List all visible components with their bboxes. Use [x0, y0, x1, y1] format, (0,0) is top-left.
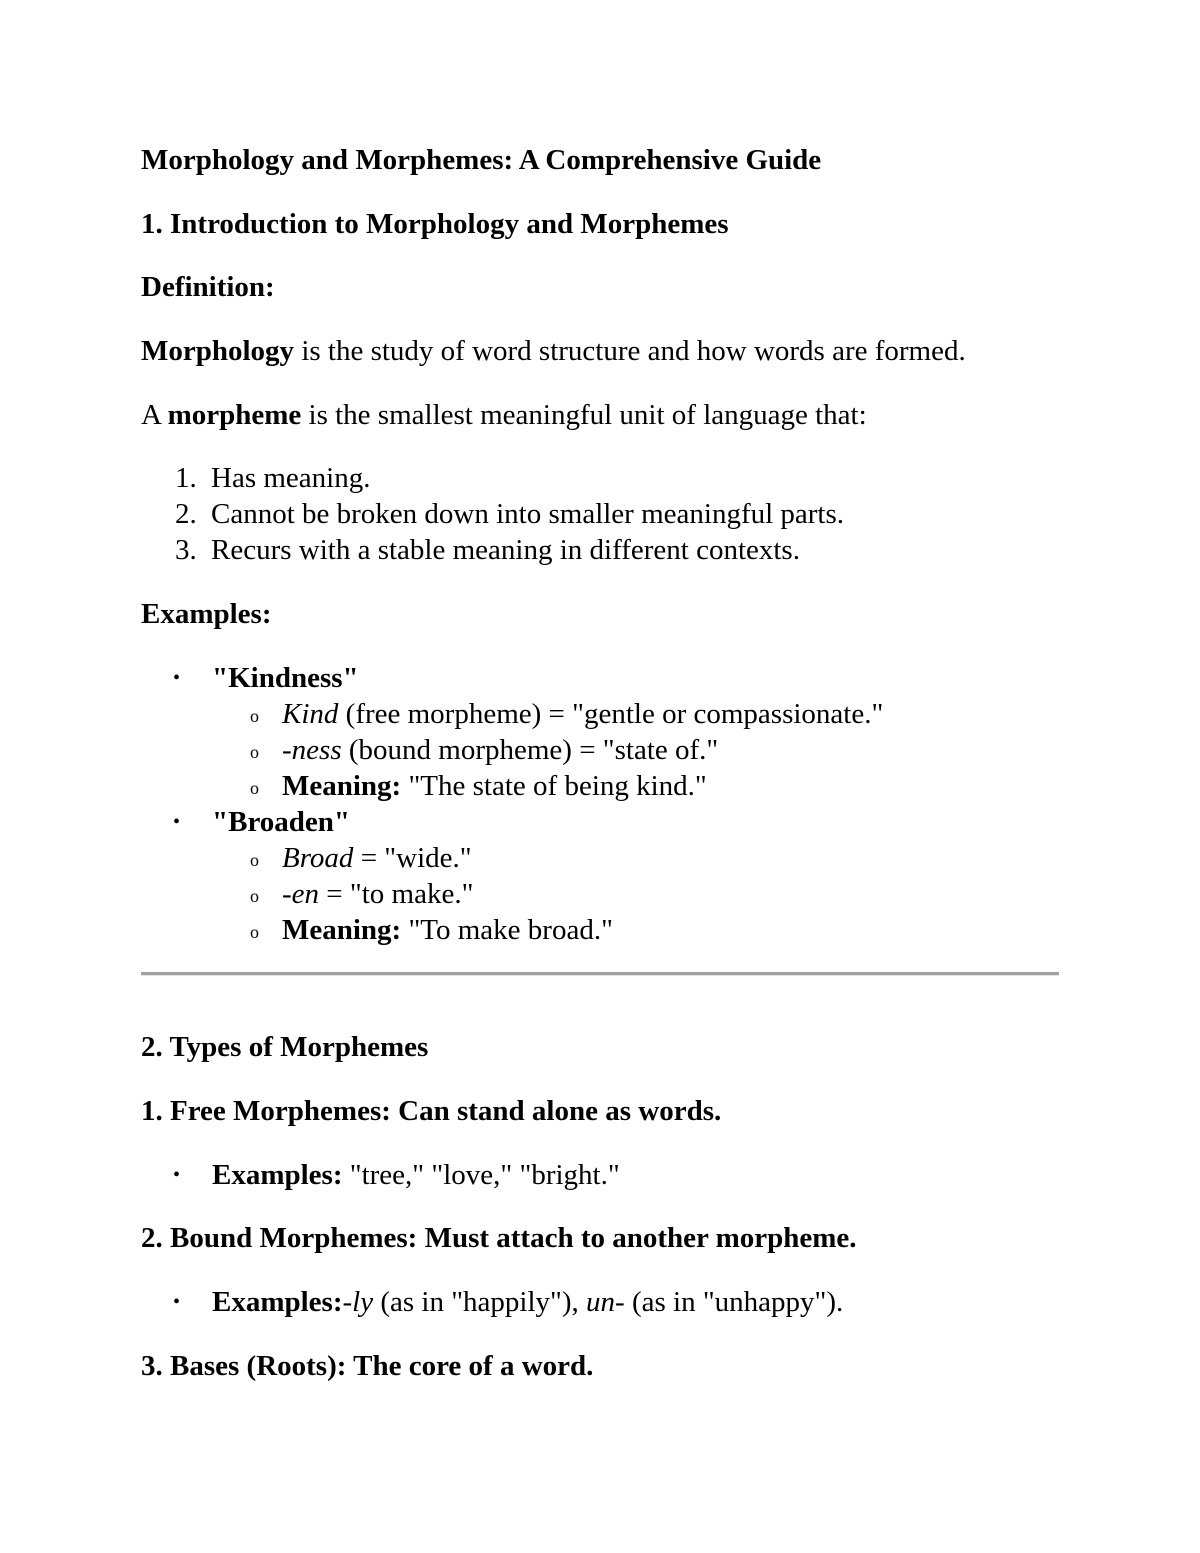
meaning-label: Meaning: [282, 770, 402, 802]
morpheme-part-term: Kind [282, 698, 339, 730]
bullet-icon: • [173, 1164, 181, 1186]
free-examples-text: "tree," "love," "bright." [342, 1159, 620, 1191]
example-word-kindness: "Kindness" [212, 662, 359, 694]
sub-bullet-icon: o [250, 922, 259, 942]
bound-example-text: (as in "unhappy"). [624, 1286, 844, 1318]
example-part [282, 840, 472, 876]
example-word-broaden: "Broaden" [212, 806, 351, 838]
morpheme-prefix: A [141, 399, 168, 431]
morphology-term: Morphology [141, 335, 295, 367]
criteria-item [175, 496, 844, 532]
criteria-text: Cannot be broken down into smaller meaningful parts. [211, 498, 845, 530]
bound-examples [212, 1284, 843, 1320]
sub-bullet-icon: o [250, 706, 259, 726]
bound-example-term: un- [586, 1286, 625, 1318]
morpheme-def-text: is the smallest meaningful unit of language that: [301, 399, 867, 431]
document-title: Morphology and Morphemes: A Comprehensive Guide [141, 144, 822, 176]
bullet-icon: • [173, 811, 181, 833]
criteria-item [175, 532, 800, 568]
example-meaning [282, 912, 613, 948]
criteria-number: 2. [175, 498, 197, 530]
meaning-text: "To make broad." [401, 914, 613, 946]
meaning-label: Meaning: [282, 914, 402, 946]
morpheme-part-desc: (free morpheme) = "gentle or compassionate." [338, 698, 884, 730]
sub-bullet-icon: o [250, 886, 259, 906]
sub-bullet-icon: o [250, 850, 259, 870]
criteria-item [175, 460, 370, 496]
bound-example-text: (as in "happily"), [373, 1286, 587, 1318]
bound-morphemes-heading: 2. Bound Morphemes: Must attach to another morpheme. [141, 1222, 857, 1254]
example-part [282, 696, 883, 732]
criteria-number: 3. [175, 534, 197, 566]
morpheme-part-desc: (bound morpheme) = "state of." [341, 734, 719, 766]
sub-bullet-icon: o [250, 742, 259, 762]
morpheme-definition [141, 397, 867, 433]
free-examples [212, 1157, 620, 1193]
morpheme-part-term: -en [282, 878, 320, 910]
bullet-icon: • [173, 667, 181, 689]
examples-label: Examples: [212, 1286, 343, 1318]
morpheme-part-desc: = "wide." [353, 842, 472, 874]
section-1-heading: 1. Introduction to Morphology and Morphemes [141, 208, 729, 240]
morpheme-part-term: -ness [282, 734, 342, 766]
meaning-text: "The state of being kind." [401, 770, 707, 802]
criteria-number: 1. [175, 462, 197, 494]
bullet-icon: • [173, 1291, 181, 1313]
bound-example-term: -ly [342, 1286, 374, 1318]
section-2-heading: 2. Types of Morphemes [141, 1031, 429, 1063]
examples-label: Examples: [141, 598, 272, 630]
morpheme-part-term: Broad [282, 842, 354, 874]
bases-heading: 3. Bases (Roots): The core of a word. [141, 1350, 594, 1382]
example-part [282, 732, 718, 768]
morpheme-part-desc: = "to make." [319, 878, 474, 910]
criteria-text: Recurs with a stable meaning in different contexts. [211, 534, 800, 566]
examples-label: Examples: [212, 1159, 343, 1191]
example-part [282, 876, 473, 912]
free-morphemes-heading: 1. Free Morphemes: Can stand alone as words. [141, 1095, 722, 1127]
criteria-text: Has meaning. [211, 462, 371, 494]
morphology-def-text: is the study of word structure and how words are formed. [294, 335, 966, 367]
example-meaning [282, 768, 707, 804]
sub-bullet-icon: o [250, 778, 259, 798]
morphology-definition [141, 333, 966, 369]
definition-label: Definition: [141, 271, 275, 303]
horizontal-divider [141, 972, 1059, 976]
morpheme-term: morpheme [167, 399, 302, 431]
